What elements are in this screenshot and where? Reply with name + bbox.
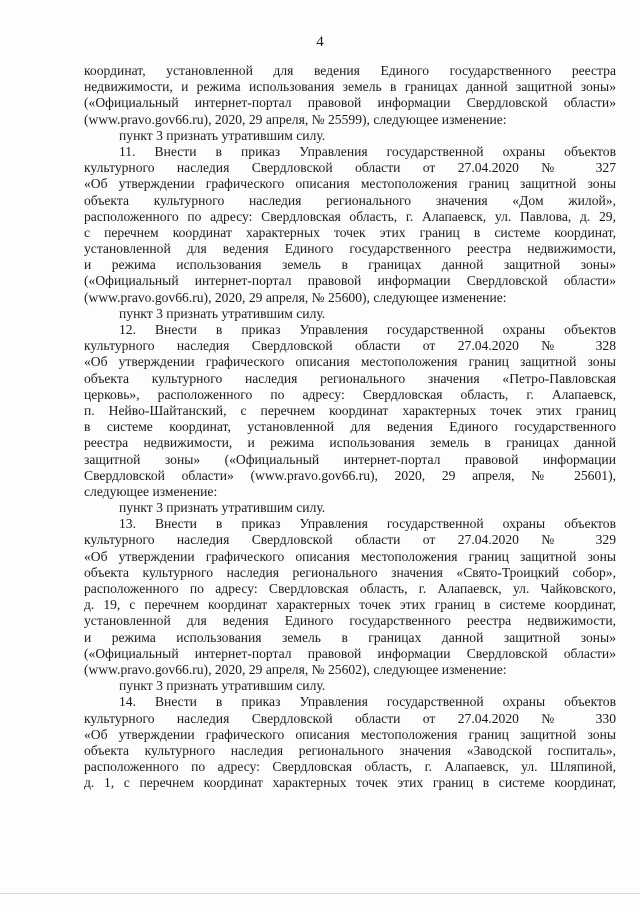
text-line: («Официальный интернет-портал правовой информации Свердловской области» [84,645,616,661]
text-line: церковь», расположенного по адресу: Свердловская область, г. Алапаевск, [84,386,616,402]
text-line: 14. Внести в приказ Управления государственной охраны объектов [119,694,616,710]
text-line: культурного наследия Свердловской области от 27.04.2020 № 327 [84,160,616,176]
text-line: установленной для ведения Единого государственного реестра недвижимости, [84,241,616,257]
text-line: и режима использования земель в границах данной защитной зоны» [84,629,616,645]
text-line: защитной зоны» («Официальный интернет-портал правовой информации [84,451,616,467]
text-line: расположенного по адресу: Свердловская область, г. Алапаевск, ул. Павлова, д. 29, [84,208,616,224]
text-line: д. 1, с перечнем координат характерных точек этих границ в системе координат, [84,775,616,791]
text-line: д. 19, с перечнем координат характерных точек этих границ в системе координат, [84,597,616,613]
text-line: культурного наследия Свердловской области от 27.04.2020 № 328 [84,338,616,354]
text-line: объекта культурного наследия регионального значения «Дом жилой», [84,192,616,208]
text-line: (www.pravo.gov66.ru), 2020, 29 апреля, № 25602), следующее изменение: [84,661,507,677]
text-line: 11. Внести в приказ Управления государственной охраны объектов [119,143,616,159]
text-line: в системе координат, установленной для ведения Единого государственного [84,419,616,435]
text-line: пункт 3 признать утратившим силу. [119,127,326,143]
text-line: объекта культурного наследия регионального значения «Петро-Павловская [84,370,616,386]
text-line: (www.pravo.gov66.ru), 2020, 29 апреля, № 25600), следующее изменение: [84,289,507,305]
text-line: установленной для ведения Единого государственного реестра недвижимости, [84,613,616,629]
text-line: реестра недвижимости, и режима использования земель в границах данной [84,435,616,451]
text-line: следующее изменение: [84,483,218,499]
text-line: («Официальный интернет-портал правовой информации Свердловской области» [84,95,616,111]
text-line: «Об утверждении графического описания местоположения границ защитной зоны [84,726,616,742]
text-line: (www.pravo.gov66.ru), 2020, 29 апреля, № 25599), следующее изменение: [84,111,507,127]
text-line: пункт 3 признать утратившим силу. [119,500,326,516]
page-bottom-edge [0,893,640,894]
text-line: пункт 3 признать утратившим силу. [119,678,326,694]
document-body [84,63,616,791]
text-line: 12. Внести в приказ Управления государственной охраны объектов [119,322,616,337]
page-number: 4 [316,34,324,50]
text-line: объекта культурного наследия регионального значения «Свято-Троицкий собор», [84,564,616,580]
text-line: расположенного по адресу: Свердловская область, г. Алапаевск, ул. Чайковского, [84,581,616,596]
text-line: недвижимости, и режима использования земель в границах данной защитной зоны» [84,79,616,95]
text-line: с перечнем координат характерных точек этих границ в системе координат, [84,224,616,240]
text-line: культурного наследия Свердловской области от 27.04.2020 № 329 [84,532,616,548]
text-line: координат, установленной для ведения Единого государственного реестра [84,63,616,78]
text-line: объекта культурного наследия регионального значения «Заводской госпиталь», [84,742,616,758]
text-line: расположенного по адресу: Свердловская область, г. Алапаевск, ул. Шляпиной, [84,759,616,775]
text-line: «Об утверждении графического описания местоположения границ защитной зоны [84,354,616,370]
text-line: п. Нейво-Шайтанский, с перечнем координат характерных точек этих границ [84,402,616,418]
text-line: Свердловской области» (www.pravo.gov66.ru), 2020, 29 апреля, № 25601), [84,467,616,483]
text-line: культурного наследия Свердловской области от 27.04.2020 № 330 [84,710,616,726]
text-line: и режима использования земель в границах данной защитной зоны» [84,257,616,273]
text-line: 13. Внести в приказ Управления государственной охраны объектов [119,516,616,532]
text-line: «Об утверждении графического описания местоположения границ защитной зоны [84,176,616,192]
text-line: («Официальный интернет-портал правовой информации Свердловской области» [84,273,616,289]
text-line: пункт 3 признать утратившим силу. [119,305,326,321]
text-line: «Об утверждении графического описания местоположения границ защитной зоны [84,548,616,564]
